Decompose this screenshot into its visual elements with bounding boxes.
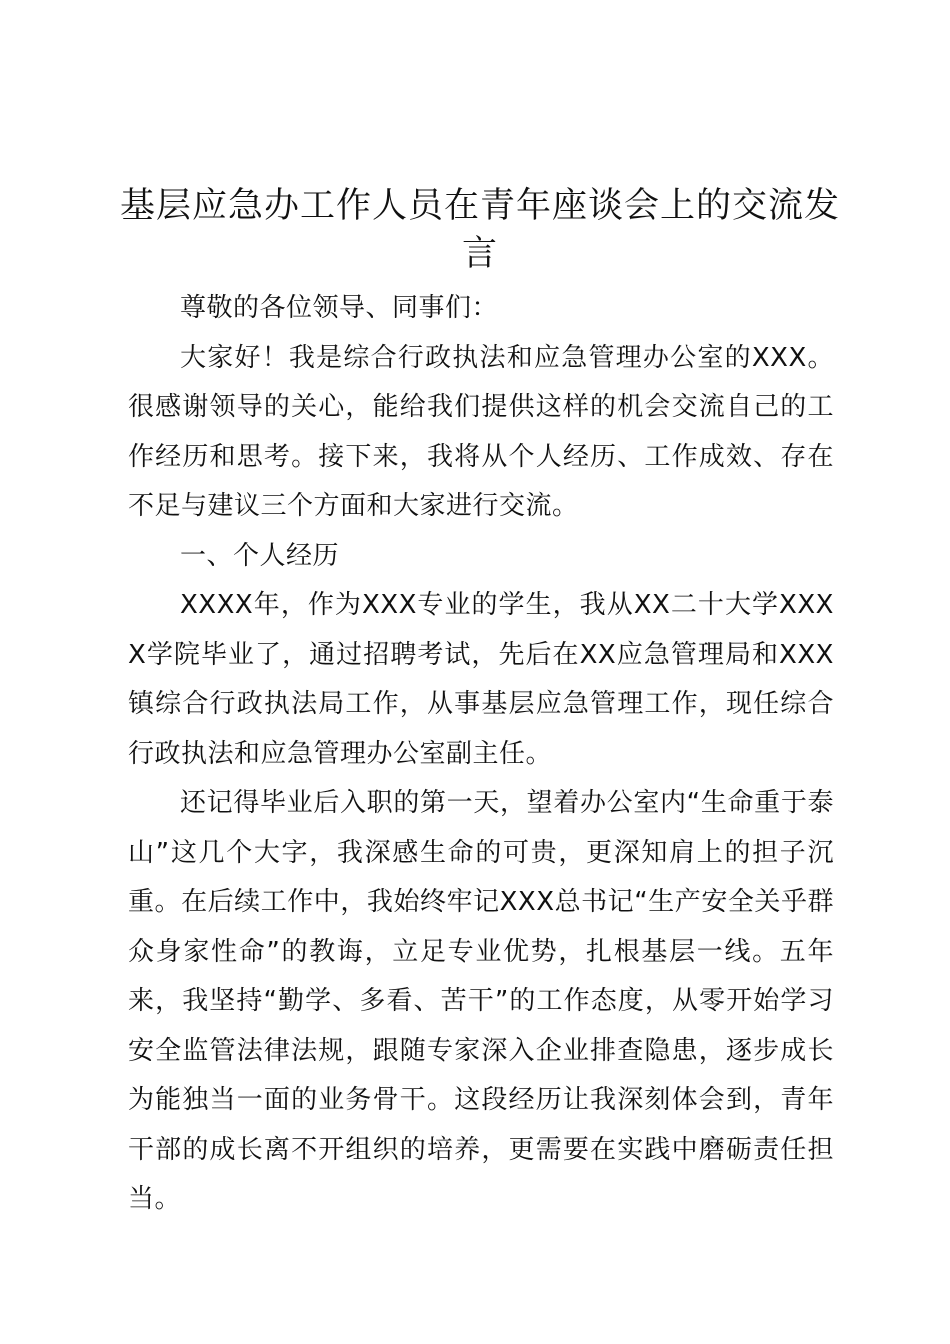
document-title: 基层应急办工作人员在青年座谈会上的交流发言 — [120, 186, 841, 274]
paragraph-background: XXXX年，作为XXX专业的学生，我从XX二十大学XXXX学院毕业了，通过招聘考试，先后在XX应急管理局和XXX镇综合行政执法局工作，从事基层应急管理工作，现任综合行政执法和应急管理办公室副主任。 — [128, 590, 834, 769]
document-body — [128, 284, 834, 1225]
paragraph-salutation: 尊敬的各位领导、同事们： — [180, 293, 499, 323]
section-heading-personal-experience: 一、个人经历 — [180, 540, 340, 571]
paragraph-greeting: 大家好！我是综合行政执法和应急管理办公室的XXX。很感谢领导的关心，能给我们提供这样的机会交流自己的工作经历和思考。接下来，我将从个人经历、工作成效、存在不足与建议三个方面和大家进行交流。 — [128, 342, 834, 521]
paragraph-reflection: 还记得毕业后入职的第一天，望着办公室内“生命重于泰山”这几个大字，我深感生命的可贵，更深知肩上的担子沉重。在后续工作中，我始终牢记XXX总书记“生产安全关乎群众身家性命”的教诲，立足专业优势，扎根基层一线。五年来，我坚持“勤学、多看、苦干”的工作态度，从零开始学习安全监管法律法规，跟随专家深入企业排查隐患，逐步成长为能独当一面的业务骨干。这段经历让我深刻体会到，青年干部的成长离不开组织的培养，更需要在实践中磨砺责任担当。 — [128, 788, 834, 1214]
